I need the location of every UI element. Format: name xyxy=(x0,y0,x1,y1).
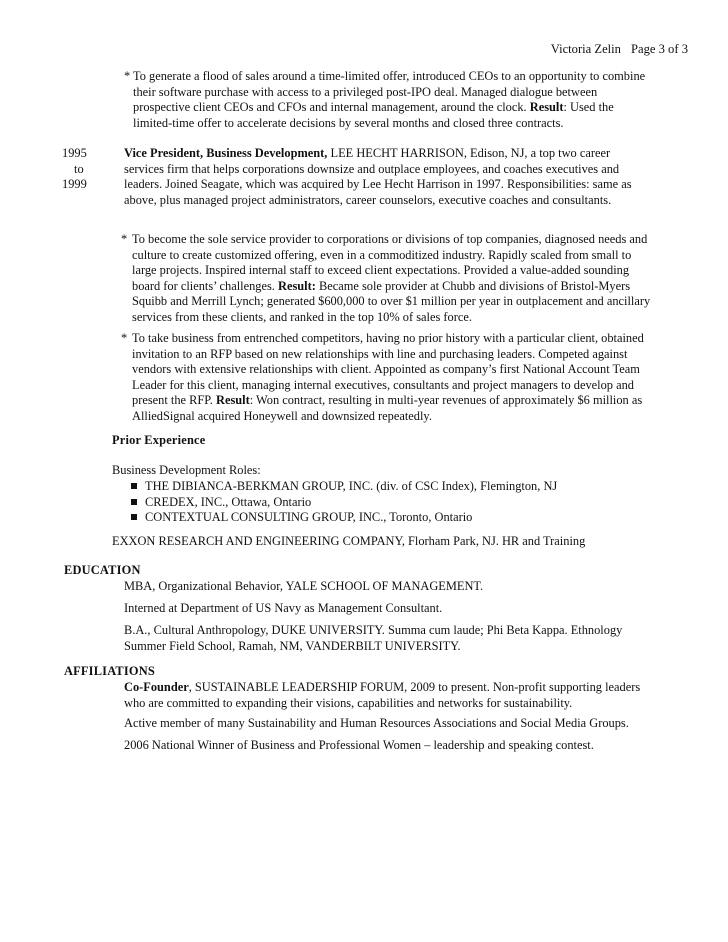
list-item: CREDEX, INC., Ottawa, Ontario xyxy=(131,495,557,511)
roles-list xyxy=(131,479,557,526)
list-item: CONTEXTUAL CONSULTING GROUP, INC., Toronto, Ontario xyxy=(131,510,557,526)
top-bullet xyxy=(124,69,654,131)
education-mba: MBA, Organizational Behavior, YALE SCHOOL OF MANAGEMENT. xyxy=(124,579,484,593)
bullet-marker: * xyxy=(121,232,128,246)
job-description: Vice President, Business Development, LEE HECHT HARRISON, Edison, NJ, a top two career services firm that helps corporations downsize and outplace employees, and coaches executives and leaders. Joined Seagate, which was acquired by Lee Hecht Harrison in 1997. Responsibilities: same as above, plus managed project administrators, career counselors, executive coaches and consultants. xyxy=(124,146,632,207)
affiliation-cofounder: Co-Founder, SUSTAINABLE LEADERSHIP FORUM, 2009 to present. Non-profit supporting leaders who are committed to expanding their visions, capabilities and networks for sustainability. xyxy=(124,680,641,710)
year-to: to xyxy=(74,161,84,176)
cofounder-label: Co-Founder xyxy=(124,680,189,694)
square-bullet-icon xyxy=(131,514,137,520)
job-bullet xyxy=(121,331,663,425)
job-years xyxy=(62,146,112,193)
list-item: THE DIBIANCA-BERKMAN GROUP, INC. (div. of CSC Index), Flemington, NJ xyxy=(131,479,557,495)
bullet-text: To generate a flood of sales around a time-limited offer, introduced CEOs to an opportunity to combine their software purchase with access to a privileged post-IPO deal. Managed dialogue between prospective client CEOs and CFOs and internal management, around the clock. Result: Used the limited-time offer to accelerate decisions by several months and closed three contracts. xyxy=(133,69,646,130)
affiliations-heading: AFFILIATIONS xyxy=(64,664,155,678)
bullet-text: To take business from entrenched competitors, having no prior history with a particular client, obtained invitation to an RFP based on new relationships with line and purchasing leaders. Competed against vendors with extensive relationships with client. Appointed as company’s first National Account Team Leader for this client, managing internal executives, consultants and project managers to develop and present the RFP. Result: Won contract, resulting in multi-year revenues of approximately $6 million as AlliedSignal acquired Honeywell and downsized repeatedly. xyxy=(132,331,644,423)
education-heading: EDUCATION xyxy=(64,563,141,577)
affiliation-active-member: Active member of many Sustainability and Human Resources Associations and Social Media Groups. xyxy=(124,716,629,730)
result-label: Result xyxy=(216,393,250,408)
business-development-roles-label: Business Development Roles: xyxy=(112,463,261,477)
year-end: 1999 xyxy=(62,177,87,192)
square-bullet-icon xyxy=(131,483,137,489)
bullet-marker: * xyxy=(124,69,131,83)
square-bullet-icon xyxy=(131,499,137,505)
result-label: Result: xyxy=(278,278,316,293)
exxon-entry: EXXON RESEARCH AND ENGINEERING COMPANY, Florham Park, NJ. HR and Training xyxy=(112,534,586,548)
job-title: Vice President, Business Development, xyxy=(124,146,328,160)
header-name: Victoria Zelin xyxy=(550,42,621,56)
affiliation-national-winner: 2006 National Winner of Business and Professional Women – leadership and speaking contest. xyxy=(124,738,594,752)
bullet-marker: * xyxy=(121,331,128,345)
bullet-text: To become the sole service provider to corporations or divisions of top companies, diagnosed needs and culture to create customized offering, even in a commoditized industry. Rapidly scaled from small to large projects. Inspired internal staff to exceed client expectations. Provided a value-added sounding board for clients’ challenges. Result: Became sole provider at Chubb and divisions of Bristol-Myers Squibb and Merrill Lynch; generated $600,000 to over $1 million per year in outplacement and ancillary services from these clients, and ranked in the top 10% of sales force. xyxy=(132,232,651,324)
prior-experience-heading: Prior Experience xyxy=(112,433,206,447)
education-navy: Interned at Department of US Navy as Management Consultant. xyxy=(124,601,443,615)
header-page-number: Page 3 of 3 xyxy=(630,42,688,56)
year-start: 1995 xyxy=(62,146,87,160)
page-header xyxy=(551,42,688,58)
job-bullet xyxy=(121,232,658,326)
result-label: Result xyxy=(529,100,564,115)
education-ba: B.A., Cultural Anthropology, DUKE UNIVERSITY. Summa cum laude; Phi Beta Kappa. Ethnology Summer Field School, Ramah, NM, VANDERBILT UNIVERSITY. xyxy=(124,623,623,653)
